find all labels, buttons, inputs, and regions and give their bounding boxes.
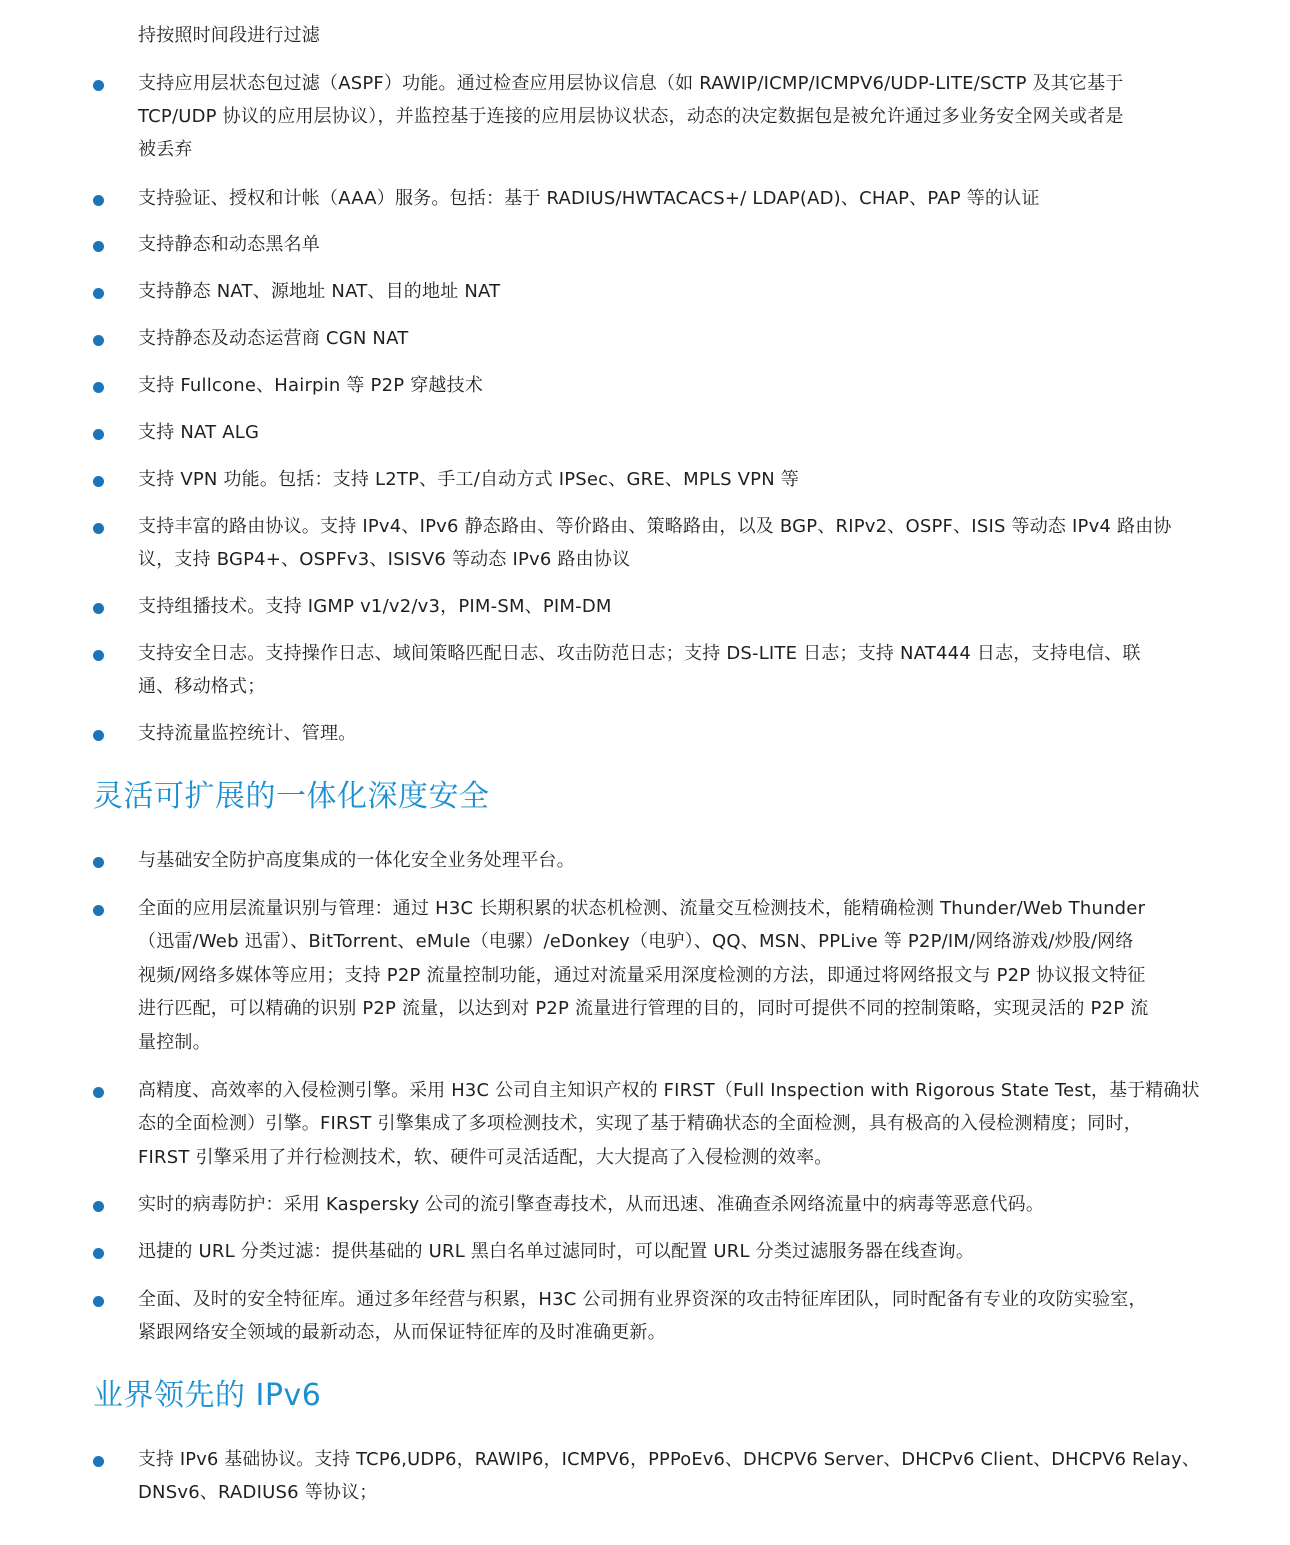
list-item-line: 议，支持 BGP4+、OSPFv3、ISISV6 等动态 IPv6 路由协议: [138, 549, 631, 570]
bullet-icon: [93, 335, 104, 346]
list-item-line: 支持静态 NAT、源地址 NAT、目的地址 NAT: [138, 281, 501, 302]
list-item-line: 支持流量监控统计、管理。: [138, 723, 357, 744]
list-item-line: 实时的病毒防护：采用 Kaspersky 公司的流引擎查毒技术，从而迅速、准确查杀网络流量中的病毒等恶意代码。: [138, 1194, 1045, 1215]
list-item-line: 进行匹配，可以精确的识别 P2P 流量，以达到对 P2P 流量进行管理的目的，同时可提供不同的控制策略，实现灵活的 P2P 流: [138, 998, 1149, 1019]
list-item-line: 支持组播技术。支持 IGMP v1/v2/v3，PIM-SM、PIM-DM: [138, 596, 612, 617]
intro-line: 持按照时间段进行过滤: [138, 25, 320, 46]
list-item-line: 支持应用层状态包过滤（ASPF）功能。通过检查应用层协议信息（如 RAWIP/ICMP/ICMPV6/UDP-LITE/SCTP 及其它基于: [138, 73, 1124, 94]
bullet-icon: [93, 1087, 104, 1098]
bullet-icon: [93, 195, 104, 206]
bullet-icon: [93, 288, 104, 299]
list-item-line: FIRST 引擎采用了并行检测技术，软、硬件可灵活适配，大大提高了入侵检测的效率。: [138, 1147, 833, 1168]
bullet-icon: [93, 523, 104, 534]
list-item-line: 支持验证、授权和计帐（AAA）服务。包括：基于 RADIUS/HWTACACS+/ LDAP(AD)、CHAP、PAP 等的认证: [138, 188, 1040, 209]
bullet-icon: [93, 730, 104, 741]
bullet-icon: [93, 1296, 104, 1307]
section-heading: 灵活可扩展的一体化深度安全: [93, 779, 490, 814]
list-item-line: 迅捷的 URL 分类过滤：提供基础的 URL 黑白名单过滤同时，可以配置 URL 分类过滤服务器在线查询。: [138, 1241, 975, 1262]
bullet-icon: [93, 1456, 104, 1467]
list-item-line: 支持安全日志。支持操作日志、域间策略匹配日志、攻击防范日志；支持 DS-LITE 日志；支持 NAT444 日志，支持电信、联: [138, 643, 1141, 664]
list-item-line: 全面、及时的安全特征库。通过多年经营与积累，H3C 公司拥有业界资深的攻击特征库团队，同时配备有专业的攻防实验室，: [138, 1289, 1147, 1310]
list-item-line: 量控制。: [138, 1032, 211, 1053]
list-item-line: 支持 IPv6 基础协议。支持 TCP6,UDP6，RAWIP6，ICMPV6，PPPoEv6、DHCPV6 Server、DHCPv6 Client、DHCPV6 Relay、: [138, 1449, 1200, 1470]
list-item-line: 支持 NAT ALG: [138, 422, 260, 443]
list-item-line: （迅雷/Web 迅雷）、BitTorrent、eMule（电骡）/eDonkey（电驴）、QQ、MSN、PPLive 等 P2P/IM/网络游戏/炒股/网络: [138, 931, 1134, 952]
bullet-icon: [93, 429, 104, 440]
bullet-icon: [93, 1248, 104, 1259]
list-item-line: 全面的应用层流量识别与管理：通过 H3C 长期积累的状态机检测、流量交互检测技术，能精确检测 Thunder/Web Thunder: [138, 898, 1146, 919]
bullet-icon: [93, 905, 104, 916]
list-item-line: 被丢弃: [138, 139, 193, 160]
list-item-line: 紧跟网络安全领域的最新动态，从而保证特征库的及时准确更新。: [138, 1322, 666, 1343]
bullet-icon: [93, 603, 104, 614]
bullet-icon: [93, 476, 104, 487]
list-item-line: 态的全面检测）引擎。FIRST 引擎集成了多项检测技术，实现了基于精确状态的全面检测，具有极高的入侵检测精度；同时，: [138, 1113, 1142, 1134]
bullet-icon: [93, 241, 104, 252]
list-item-line: DNSv6、RADIUS6 等协议；: [138, 1482, 378, 1503]
list-item-line: 支持静态及动态运营商 CGN NAT: [138, 328, 409, 349]
list-item-line: 高精度、高效率的入侵检测引擎。采用 H3C 公司自主知识产权的 FIRST（Full Inspection with Rigorous State Test，基于精确状: [138, 1080, 1200, 1101]
list-item-line: 支持静态和动态黑名单: [138, 234, 320, 255]
bullet-icon: [93, 80, 104, 91]
list-item-line: 支持丰富的路由协议。支持 IPv4、IPv6 静态路由、等价路由、策略路由，以及 BGP、RIPv2、OSPF、ISIS 等动态 IPv4 路由协: [138, 516, 1172, 537]
list-item-line: TCP/UDP 协议的应用层协议），并监控基于连接的应用层协议状态，动态的决定数据包是被允许通过多业务安全网关或者是: [138, 106, 1124, 127]
bullet-icon: [93, 650, 104, 661]
section-heading: 业界领先的 IPv6: [93, 1378, 322, 1413]
list-item-line: 通、移动格式；: [138, 676, 266, 697]
bullet-icon: [93, 382, 104, 393]
list-item-line: 与基础安全防护高度集成的一体化安全业务处理平台。: [138, 850, 575, 871]
list-item-line: 视频/网络多媒体等应用；支持 P2P 流量控制功能，通过对流量采用深度检测的方法，即通过将网络报文与 P2P 协议报文特征: [138, 965, 1146, 986]
bullet-icon: [93, 857, 104, 868]
list-item-line: 支持 VPN 功能。包括：支持 L2TP、手工/自动方式 IPSec、GRE、MPLS VPN 等: [138, 469, 800, 490]
list-item-line: 支持 Fullcone、Hairpin 等 P2P 穿越技术: [138, 375, 484, 396]
bullet-icon: [93, 1201, 104, 1212]
